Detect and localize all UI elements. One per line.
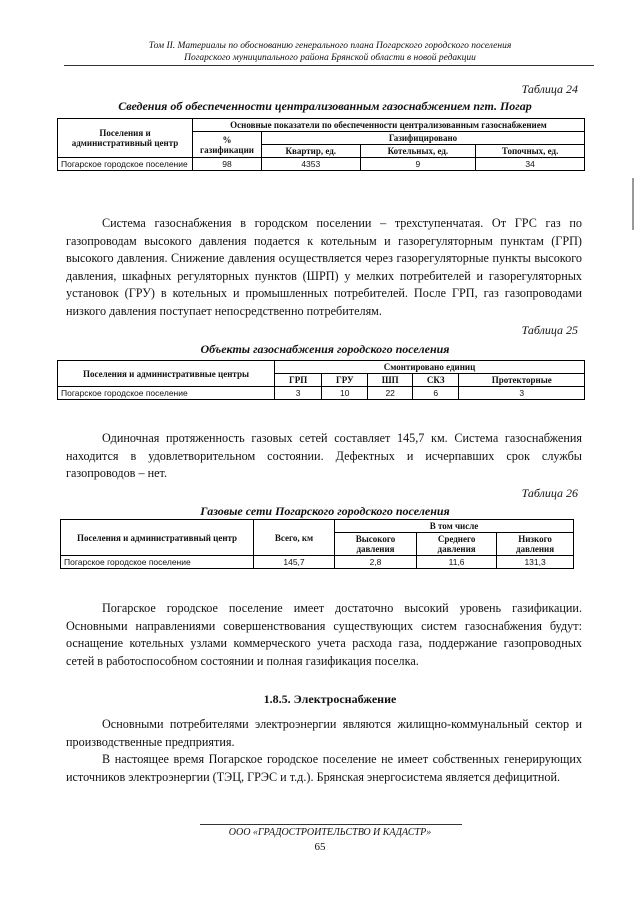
table26-header-medium: Среднего давления xyxy=(417,533,497,556)
table26-header-settlement: Поселения и административный центр xyxy=(61,520,254,556)
table24-header-apartments: Квартир, ед. xyxy=(262,145,361,158)
header-divider xyxy=(64,65,594,66)
table24-cell-percent: 98 xyxy=(193,158,262,171)
table24-number: Таблица 24 xyxy=(521,82,578,96)
table25-cell-shrp: 22 xyxy=(368,387,413,400)
table26-cell-low: 131,3 xyxy=(497,556,574,569)
footer-company: ООО «ГРАДОСТРОИТЕЛЬСТВО И КАДАСТР» xyxy=(228,827,432,838)
table25-header-grp: ГРП xyxy=(275,374,322,387)
paragraph-gas-system xyxy=(66,215,582,320)
table26-title: Газовые сети Погарского городского поселения xyxy=(200,504,450,518)
table25-number: Таблица 25 xyxy=(521,323,578,337)
table24-header-gasified: Газифицировано xyxy=(262,132,585,145)
paragraph-text: Погарское городское поселение имеет достаточно высокий уровень газификации. Основными направлениями совершенствования существующих систем газоснабжения будут: оснащение котельных узлами коммерческого учета расхода газа, поддержание газопроводных сетей в работоспособном состоянии и полная газификация поселка. xyxy=(66,601,582,668)
page-number: 65 xyxy=(314,841,326,853)
table24-header-furnaces: Топочных, ед. xyxy=(476,145,585,158)
table25-header-settlement: Поселения и административные центры xyxy=(58,361,275,387)
table25-title: Объекты газоснабжения городского поселения xyxy=(200,342,450,356)
table25 xyxy=(57,360,585,400)
table24-cell-boilers: 9 xyxy=(360,158,476,171)
table25-header-protector: Протекторные xyxy=(459,374,585,387)
table26-cell-high: 2,8 xyxy=(335,556,417,569)
table24-header-percent: % газификации xyxy=(193,132,262,158)
table24-title: Сведения об обеспеченности централизованным газоснабжением пгт. Погар xyxy=(118,99,532,113)
table-row xyxy=(61,556,574,569)
table26-cell-total: 145,7 xyxy=(254,556,335,569)
paragraph-text: Основными потребителями электроэнергии являются жилищно-коммунальный сектор и производственные предприятия. xyxy=(66,717,582,749)
table24-cell-name: Погарское городское поселение xyxy=(58,158,193,171)
paragraph-gasification-level xyxy=(66,600,582,670)
document-header-line-2: Погарского муниципального района Брянской области в новой редакции xyxy=(184,53,476,63)
table26-header-high: Высокого давления xyxy=(335,533,417,556)
table24-cell-apartments: 4353 xyxy=(262,158,361,171)
document-header-line-1: Том II. Материалы по обоснованию генерального плана Погарского городского поселения xyxy=(148,41,512,51)
paragraph-gas-network xyxy=(66,430,582,483)
scan-edge-mark xyxy=(632,178,634,230)
table26-cell-name: Погарское городское поселение xyxy=(61,556,254,569)
table24-header-boilers: Котельных, ед. xyxy=(360,145,476,158)
table25-cell-skz: 6 xyxy=(413,387,459,400)
table25-cell-grp: 3 xyxy=(275,387,322,400)
table24-header-settlement: Поселения и административный центр xyxy=(58,119,193,158)
table26-header-total: Всего, км xyxy=(254,520,335,556)
table25-cell-gru: 10 xyxy=(322,387,368,400)
table25-cell-name: Погарское городское поселение xyxy=(58,387,275,400)
table-row xyxy=(58,158,585,171)
table24-header-main: Основные показатели по обеспеченности централизованным газоснабжением xyxy=(193,119,585,132)
footer-divider xyxy=(200,824,462,825)
table-row xyxy=(58,387,585,400)
table26-cell-medium: 11,6 xyxy=(417,556,497,569)
table26 xyxy=(60,519,574,569)
paragraph-text: В настоящее время Погарское городское поселение не имеет собственных генерирующих источников электроэнергии (ТЭЦ, ГРЭС и т.д.). Брянская энергосистема является дефицитной. xyxy=(66,752,582,784)
table26-number: Таблица 26 xyxy=(521,486,578,500)
table25-header-shrp: ШП xyxy=(368,374,413,387)
table26-header-including: В том числе xyxy=(335,520,574,533)
paragraph-text: Одиночная протяженность газовых сетей составляет 145,7 км. Система газоснабжения находится в удовлетворительном состоянии. Дефектных и исчерпавших срок службы газопроводов – нет. xyxy=(66,431,582,480)
table24-cell-furnaces: 34 xyxy=(476,158,585,171)
section-heading: 1.8.5. Электроснабжение xyxy=(263,692,397,706)
table25-header-mounted: Смонтировано единиц xyxy=(275,361,585,374)
table25-header-gru: ГРУ xyxy=(322,374,368,387)
table26-header-low: Низкого давления xyxy=(497,533,574,556)
paragraph-text: Система газоснабжения в городском поселении – трехступенчатая. От ГРС газ по газопроводам высокого давления подается к котельным и газорегуляторным пунктам (ГРП) высокого давления. Снижение давления осуществляется через газорегуляторные пункты высокого давления, шкафных регуляторных пунктов (ШРП) у мелких потребителей и газорегуляторных установок (ГРУ) в котельных и промышленных потребителей. После ГРП, газ газопроводами низкого давления поступает непосредственно потребителям. xyxy=(66,216,582,318)
table25-header-skz: СКЗ xyxy=(413,374,459,387)
paragraph-electricity xyxy=(66,716,582,786)
table24 xyxy=(57,118,585,171)
table25-cell-protector: 3 xyxy=(459,387,585,400)
